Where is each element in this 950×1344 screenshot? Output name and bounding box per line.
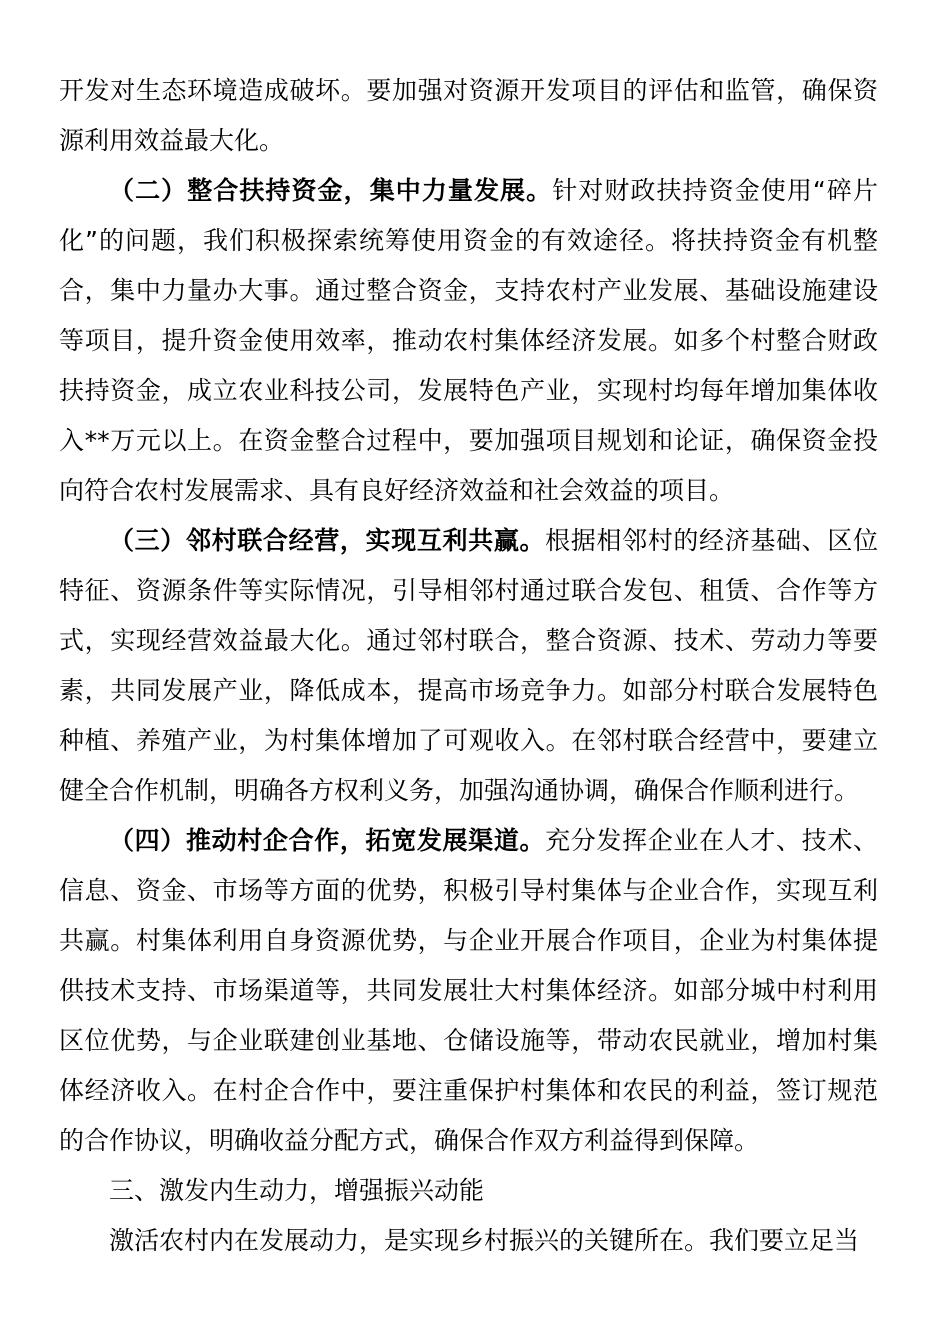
paragraph-integrate-funds bbox=[59, 166, 878, 516]
paragraph-village-enterprise bbox=[59, 816, 878, 1166]
paragraph-lead: （三）邻村联合经营，实现互利共赢。 bbox=[109, 526, 546, 555]
paragraph-section-intro: 激活农村内在发展动力，是实现乡村振兴的关键所在。我们要立足当 bbox=[109, 1226, 860, 1255]
paragraph-body: 充分发挥企业在人才、技术、信息、资金、市场等方面的优势，积极引导村集体与企业合作，实现互利共赢。村集体利用自身资源优势，与企业开展合作项目，企业为村集体提供技术支持、市场渠道等，共同发展壮大村集体经济。如部分城中村利用区位优势，与企业联建创业基地、仓储设施等，带动农民就业，增加村集体经济收入。在村企合作中，要注重保护村集体和农民的利益，签订规范的合作协议，明确收益分配方式，确保合作双方利益得到保障。 bbox=[59, 826, 878, 1155]
paragraph-joint-operation bbox=[59, 516, 878, 816]
section-heading: 三、激发内生动力，增强振兴动能 bbox=[109, 1176, 485, 1205]
paragraph-body: 针对财政扶持资金使用“碎片化”的问题，我们积极探索统筹使用资金的有效途径。将扶持资金有机整合，集中力量办大事。通过整合资金，支持农村产业发展、基础设施建设等项目，提升资金使用效率，推动农村集体经济发展。如多个村整合财政扶持资金，成立农业科技公司，发展特色产业，实现村均每年增加集体收入**万元以上。在资金整合过程中，要加强项目规划和论证，确保资金投向符合农村发展需求、具有良好经济效益和社会效益的项目。 bbox=[59, 176, 878, 505]
paragraph-lead: （四）推动村企合作，拓宽发展渠道。 bbox=[109, 826, 546, 855]
paragraph-body: 根据相邻村的经济基础、区位特征、资源条件等实际情况，引导相邻村通过联合发包、租赁、合作等方式，实现经营效益最大化。通过邻村联合，整合资源、技术、劳动力等要素，共同发展产业，降低成本，提高市场竞争力。如部分村联合发展特色种植、养殖产业，为村集体增加了可观收入。在邻村联合经营中，要建立健全合作机制，明确各方权利义务，加强沟通协调，确保合作顺利进行。 bbox=[59, 526, 878, 805]
paragraph-continuation: 开发对生态环境造成破坏。要加强对资源开发项目的评估和监管，确保资源利用效益最大化。 bbox=[59, 76, 878, 155]
paragraph-lead: （二）整合扶持资金，集中力量发展。 bbox=[109, 176, 553, 205]
